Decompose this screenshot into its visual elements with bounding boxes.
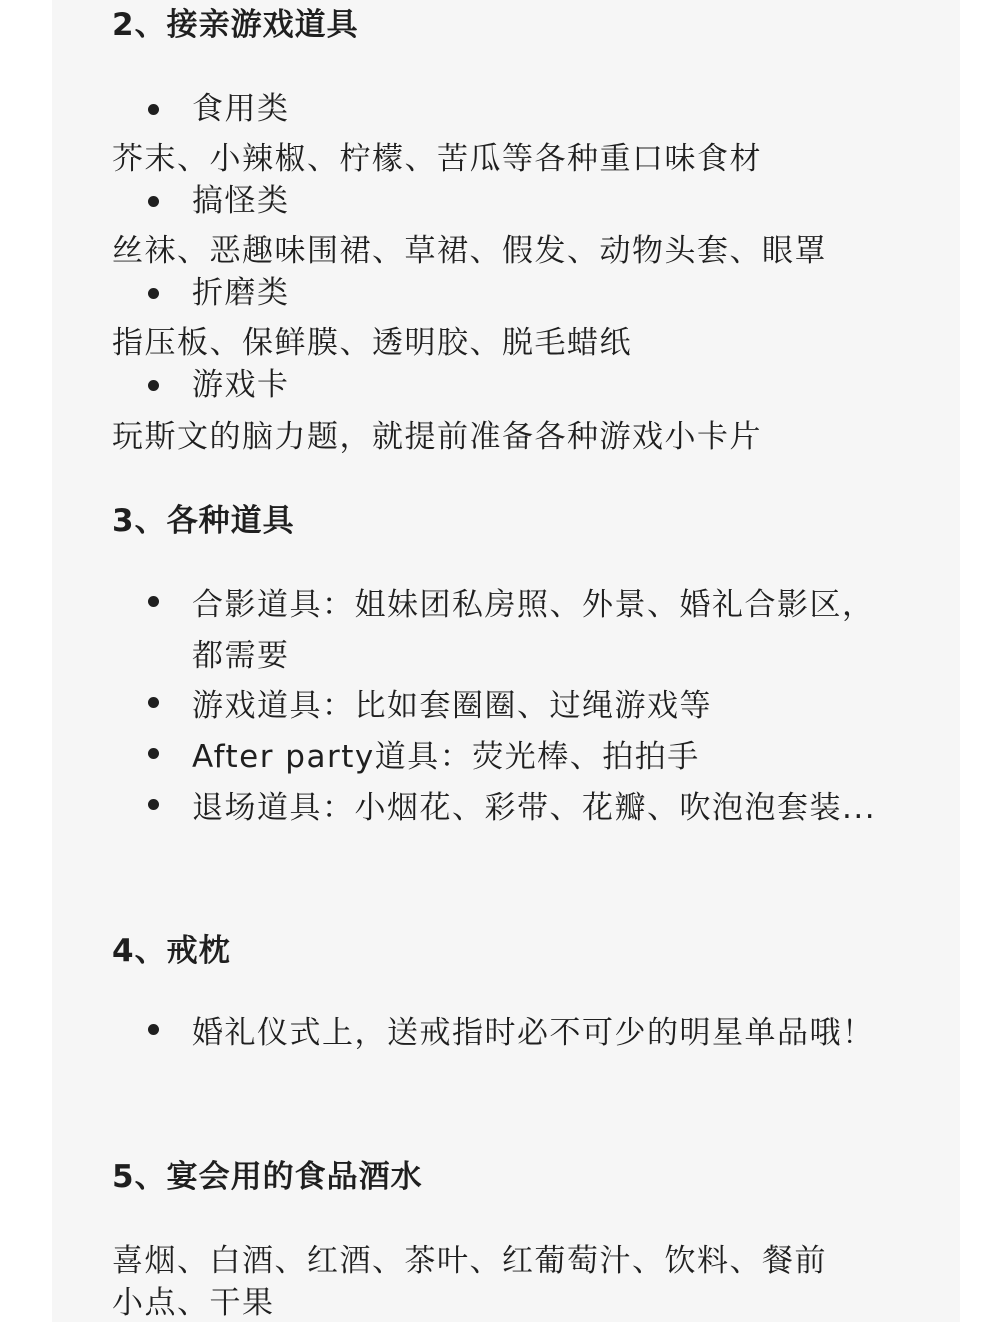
list-item-text: 婚礼仪式上，送戒指时必不可少的明星单品哦！ [192, 1015, 875, 1051]
left-margin [0, 0, 52, 1334]
section-heading-3: 3、各种道具 [112, 503, 295, 539]
bullet-icon [148, 380, 159, 391]
right-margin [960, 0, 1006, 1334]
list-item-text: 游戏卡 [192, 367, 290, 403]
list-item-text: After party道具：荧光棒、拍拍手 [192, 739, 700, 775]
bullet-icon [148, 104, 159, 115]
list-item-text: 退场道具：小烟花、彩带、花瓣、吹泡泡套装... [192, 790, 877, 826]
bullet-icon [148, 196, 159, 207]
bullet-icon [148, 799, 159, 810]
paragraph: 指压板、保鲜膜、透明胶、脱毛蜡纸 [112, 325, 632, 361]
section-heading-2: 2、接亲游戏道具 [112, 7, 359, 43]
bullet-icon [148, 1024, 159, 1035]
paragraph: 丝袜、恶趣味围裙、草裙、假发、动物头套、眼罩 [112, 233, 827, 269]
paragraph: 芥末、小辣椒、柠檬、苦瓜等各种重口味食材 [112, 141, 762, 177]
list-item-text: 合影道具：姐妹团私房照、外景、婚礼合影区，都需要 [192, 587, 875, 674]
list-item-text: 折磨类 [192, 275, 290, 311]
section-heading-5: 5、宴会用的食品酒水 [112, 1159, 423, 1195]
bullet-icon [148, 288, 159, 299]
section-heading-4: 4、戒枕 [112, 933, 231, 969]
paragraph: 玩斯文的脑力题，就提前准备各种游戏小卡片 [112, 419, 762, 455]
list-item-text: 游戏道具：比如套圈圈、过绳游戏等 [192, 688, 712, 724]
bullet-icon [148, 596, 159, 607]
bullet-icon [148, 697, 159, 708]
bullet-icon [148, 748, 159, 759]
paragraph: 小点、干果 [112, 1285, 275, 1321]
list-item-text: 搞怪类 [192, 183, 290, 219]
paragraph: 喜烟、白酒、红酒、茶叶、红葡萄汁、饮料、餐前 [112, 1243, 827, 1279]
list-item-text: 食用类 [192, 91, 290, 127]
